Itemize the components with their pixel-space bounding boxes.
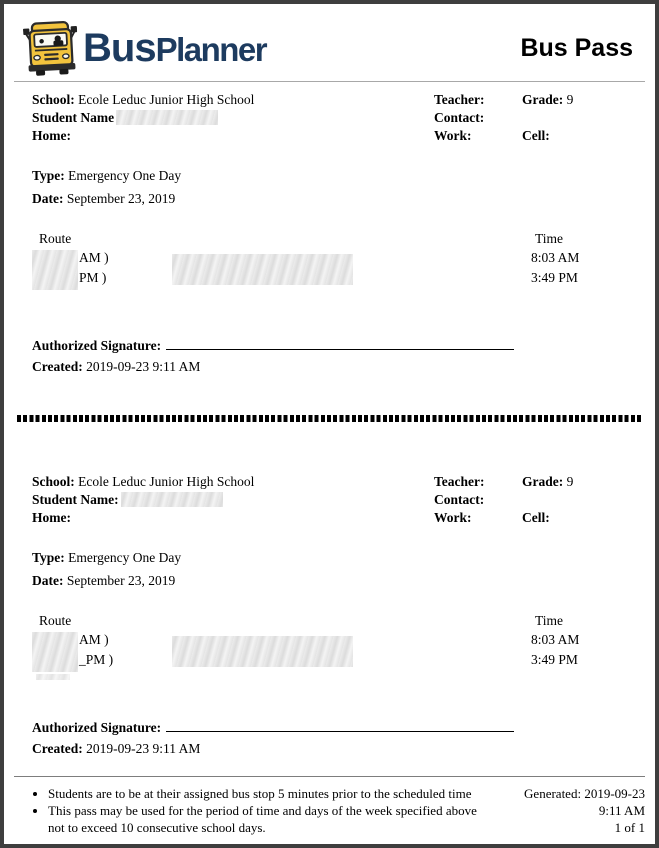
redacted-route-name (172, 636, 353, 667)
time-am: 8:03 AM (531, 250, 580, 265)
school-field: School: Ecole Leduc Junior High School (32, 474, 255, 489)
generated-date: 2019-09-23 (584, 786, 645, 801)
page-number: 1 of 1 (614, 820, 645, 835)
generated-label: Generated: (524, 786, 582, 801)
created-field: Created: 2019-09-23 9:11 AM (32, 741, 201, 756)
generated-info (513, 785, 645, 836)
bus-pass-copy-1 (4, 82, 655, 376)
footer (14, 776, 645, 836)
route-row-am: AM ) (79, 250, 109, 265)
route-table (32, 230, 635, 296)
field-row (32, 109, 635, 127)
busplanner-logo (24, 18, 266, 78)
field-row (32, 509, 635, 527)
route-row-pm: PM ) (79, 270, 107, 285)
cell-field: Cell: (522, 510, 550, 525)
home-field: Home: (32, 128, 71, 143)
cut-line (17, 415, 642, 422)
school-bus-icon (22, 17, 79, 80)
authorized-signature: Authorized Signature: (32, 719, 635, 737)
generated-time: 9:11 AM (598, 803, 645, 818)
time-am: 8:03 AM (531, 632, 580, 647)
field-row (32, 491, 635, 509)
teacher-field: Teacher: (434, 474, 485, 489)
route-header-label: Route (39, 613, 72, 628)
date-field: Date: September 23, 2019 (32, 573, 176, 588)
bus-pass-copy-2 (4, 464, 655, 758)
field-row (32, 127, 635, 145)
note-item: • Students are to be at their assigned bus stop 5 minutes prior to the scheduled time (48, 785, 492, 802)
grade-field: Grade: 9 (522, 474, 574, 489)
signature-line (166, 720, 514, 732)
created-field: Created: 2019-09-23 9:11 AM (32, 359, 201, 374)
teacher-field: Teacher: (434, 92, 485, 107)
route-table (32, 612, 635, 678)
redacted-student-name (121, 492, 223, 507)
date-field: Date: September 23, 2019 (32, 191, 176, 206)
field-row (32, 473, 635, 491)
redacted-route-number (32, 632, 78, 672)
redacted-route-name (172, 254, 353, 285)
notes-list (14, 785, 492, 836)
route-header-label: Route (39, 231, 72, 246)
field-row (32, 91, 635, 109)
time-pm: 3:49 PM (531, 652, 578, 667)
student-name-field: Student Name (32, 109, 434, 127)
type-field: Type: Emergency One Day (32, 550, 182, 565)
home-field: Home: (32, 510, 71, 525)
time-header-label: Time (535, 613, 564, 628)
contact-field: Contact: (434, 110, 485, 125)
grade-field: Grade: 9 (522, 92, 574, 107)
work-field: Work: (434, 128, 472, 143)
type-field: Type: Emergency One Day (32, 168, 182, 183)
time-pm: 3:49 PM (531, 270, 578, 285)
brand-bus: Bus (83, 25, 156, 70)
time-header-label: Time (535, 231, 564, 246)
redacted-student-name (116, 110, 218, 125)
route-row-pm: _PM ) (79, 652, 114, 667)
brand-text (83, 26, 266, 71)
student-name-field: Student Name: (32, 491, 434, 509)
school-field: School: Ecole Leduc Junior High School (32, 92, 255, 107)
bus-pass-title: Bus Pass (520, 33, 633, 62)
redaction-remnant (36, 674, 70, 680)
brand-planner: Planner (155, 30, 267, 68)
contact-field: Contact: (434, 492, 485, 507)
authorized-signature: Authorized Signature: (32, 337, 635, 355)
work-field: Work: (434, 510, 472, 525)
signature-line (166, 338, 514, 350)
redacted-route-number (32, 250, 78, 290)
header (4, 4, 655, 78)
cell-field: Cell: (522, 128, 550, 143)
note-item: • This pass may be used for the period of time and days of the week specified above not to exceed 10 consecutive school days. (48, 802, 492, 836)
route-row-am: AM ) (79, 632, 109, 647)
